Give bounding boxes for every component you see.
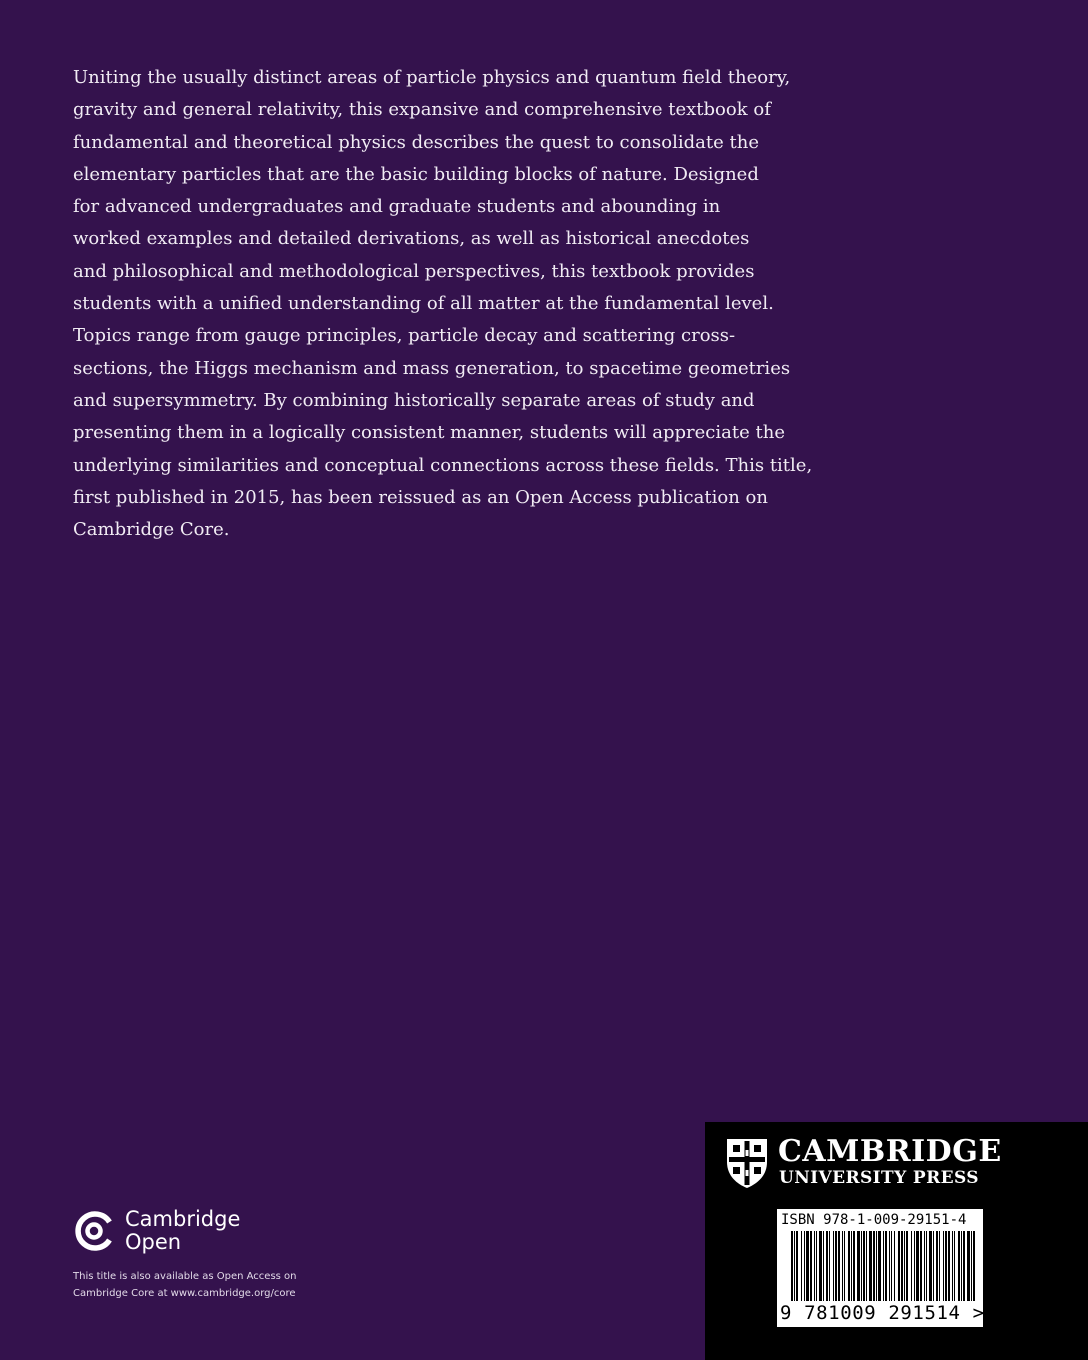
barcode-bar [791, 1231, 793, 1301]
description-line: Uniting the usually distinct areas of particle physics and quantum field theory, [73, 67, 791, 88]
open-access-note-line: This title is also available as Open Access on [73, 1271, 297, 1282]
barcode-digits: 9 781009 291514 > [780, 1302, 985, 1324]
barcode-bar [873, 1231, 875, 1301]
barcode-bar [973, 1231, 975, 1301]
description-line: Topics range from gauge principles, particle decay and scattering cross- [73, 325, 736, 347]
barcode-bar [842, 1231, 843, 1301]
description-line: underlying similarities and conceptual connections across these fields. This title, [73, 454, 813, 476]
cambridge-open-logo [73, 1208, 393, 1254]
barcode-bar [952, 1231, 953, 1301]
university-shield-icon [724, 1136, 770, 1190]
description-line: gravity and general relativity, this expansive and comprehensive textbook of [73, 99, 771, 121]
barcode-bar [885, 1231, 887, 1301]
description-line: fundamental and theoretical physics describes the quest to consolidate the [73, 131, 759, 153]
barcode-bar [853, 1231, 855, 1301]
cambridge-open-name-line: Open [125, 1230, 182, 1254]
barcode-bar [926, 1231, 927, 1301]
barcode-bar [869, 1231, 872, 1301]
barcode-bar [911, 1231, 912, 1301]
barcode-bar [943, 1231, 944, 1301]
publisher-panel [705, 1122, 1088, 1360]
barcode-bar [961, 1231, 962, 1301]
barcode-bar [844, 1231, 845, 1301]
barcode-bar [819, 1231, 822, 1301]
barcode-bar [889, 1231, 890, 1301]
barcode-bar [835, 1231, 837, 1301]
barcode-bar [920, 1231, 922, 1301]
cambridge-open-name-line: Cambridge [125, 1207, 241, 1231]
barcode-bar [901, 1231, 903, 1301]
description-text [73, 62, 813, 546]
barcode-bar [945, 1231, 947, 1301]
cambridge-open-block [73, 1208, 393, 1302]
barcode-bar [801, 1231, 802, 1301]
description-line: for advanced undergraduates and graduate students and abounding in [73, 196, 721, 218]
barcode-bar [939, 1231, 940, 1301]
barcode-bar [794, 1231, 795, 1301]
barcode-bar [891, 1231, 892, 1301]
description-line: presenting them in a logically consistent manner, students will appreciate the [73, 422, 785, 444]
description-line: and philosophical and methodological perspectives, this textbook provides [73, 260, 755, 282]
open-access-note [73, 1268, 393, 1302]
barcode-bar [861, 1231, 862, 1301]
barcode-bar [954, 1231, 955, 1301]
barcode-bar [963, 1231, 965, 1301]
barcode-bars [791, 1231, 977, 1301]
barcode-bar [916, 1231, 919, 1301]
publisher-name [778, 1136, 1002, 1189]
barcode-bar [866, 1231, 867, 1301]
barcode-bar [796, 1231, 798, 1301]
barcode-bar [904, 1231, 905, 1301]
barcode-bar [804, 1231, 805, 1301]
barcode-bar [823, 1231, 824, 1301]
barcode-bar [898, 1231, 900, 1301]
cambridge-open-icon [73, 1210, 115, 1252]
barcode-bar [816, 1231, 817, 1301]
barcode-bar [829, 1231, 830, 1301]
publisher-name-line: CAMBRIDGE [778, 1134, 1002, 1169]
description-line: sections, the Higgs mechanism and mass generation, to spacetime geometries [73, 357, 791, 379]
description-line: first published in 2015, has been reissued as an Open Access publication on [73, 486, 768, 508]
barcode-bar [848, 1231, 850, 1301]
barcode-bar [863, 1231, 865, 1301]
description-line: and supersymmetry. By combining historically separate areas of study and [73, 389, 755, 411]
barcode-bar [883, 1231, 884, 1301]
barcode-bar [958, 1231, 960, 1301]
isbn-barcode [777, 1209, 983, 1327]
barcode-bar [914, 1231, 915, 1301]
description-line: students with a unified understanding of all matter at the fundamental level. [73, 293, 774, 315]
barcode-bar [906, 1231, 908, 1301]
barcode-bar [857, 1231, 860, 1301]
isbn-label: ISBN 978-1-009-29151-4 [781, 1212, 967, 1228]
description-line: Cambridge Core. [73, 519, 230, 541]
cambridge-open-name [125, 1208, 240, 1254]
barcode-bar [924, 1231, 925, 1301]
barcode-bar [971, 1231, 972, 1301]
publisher-name-line: UNIVERSITY PRESS [779, 1168, 979, 1188]
open-access-note-line: Cambridge Core at www.cambridge.org/core [73, 1288, 296, 1299]
barcode-bar [851, 1231, 852, 1301]
barcode-bar [810, 1231, 812, 1301]
barcode-bar [806, 1231, 809, 1301]
barcode-bar [967, 1231, 970, 1301]
barcode-bar [948, 1231, 950, 1301]
barcode-bar [933, 1231, 934, 1301]
barcode-bar [814, 1231, 815, 1301]
barcode-bar [936, 1231, 938, 1301]
barcode-bar [826, 1231, 828, 1301]
barcode-bar [894, 1231, 895, 1301]
barcode-bar [838, 1231, 840, 1301]
barcode-bar [929, 1231, 932, 1301]
description-line: elementary particles that are the basic building blocks of nature. Designed [73, 163, 759, 185]
barcode-bar [833, 1231, 834, 1301]
barcode-bar [876, 1231, 877, 1301]
description-line: worked examples and detailed derivations, as well as historical anecdotes [73, 228, 750, 250]
barcode-bar [878, 1231, 881, 1301]
cambridge-university-press-logo [724, 1136, 1002, 1190]
